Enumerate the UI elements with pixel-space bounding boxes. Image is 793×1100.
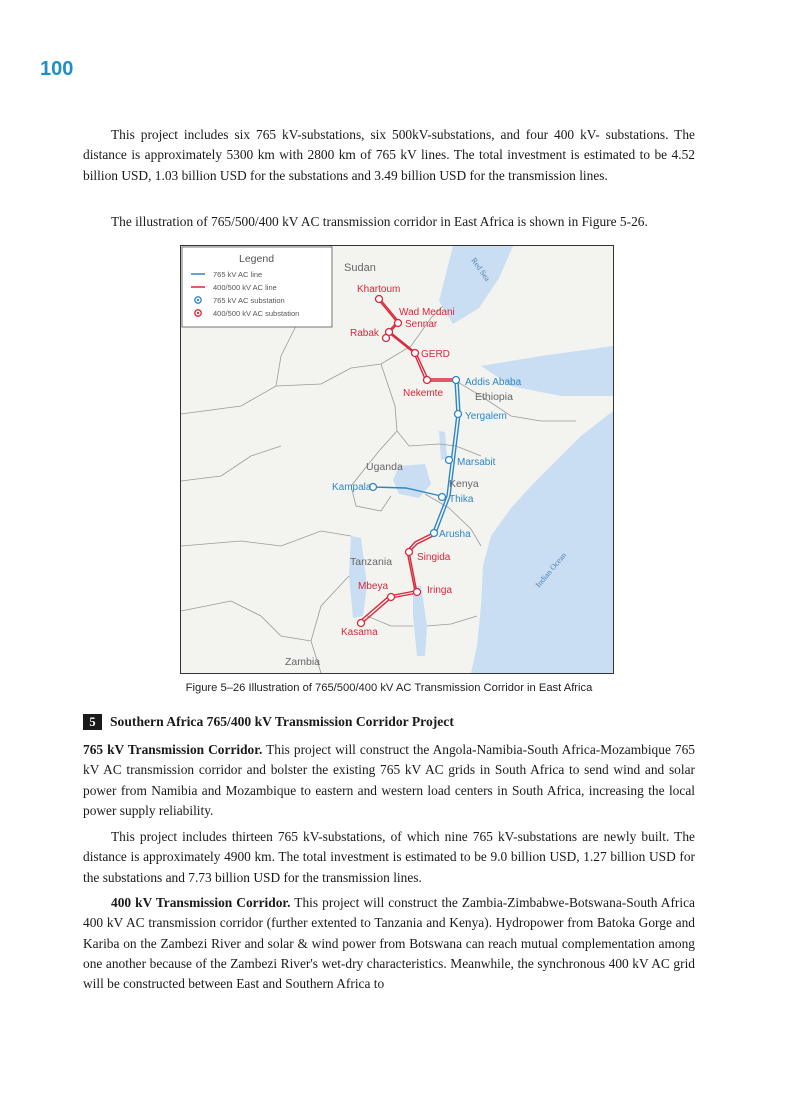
figure-caption: Figure 5–26 Illustration of 765/500/400 kV AC Transmission Corridor in East Africa [185, 682, 593, 694]
label-kenya: Kenya [449, 478, 479, 490]
paragraph-lead: 765 kV Transmission Corridor. [83, 742, 263, 757]
gulf-water [481, 346, 613, 396]
transmission-corridor-map [180, 245, 614, 674]
legend-item-400-500-substation: 400/500 kV AC substation [213, 309, 300, 318]
label-gerd: GERD [421, 349, 450, 360]
legend-item-400-500-line: 400/500 kV AC line [213, 283, 277, 292]
paragraph-765kv-corridor [83, 740, 695, 821]
paragraph-text: This project will construct the Zambia-Zimbabwe-Botswana-South Africa 400 kV AC transmission corridor (further extented to Tanzania and Kenya). Hydropower from Batoka Gorge and Kariba on the Zambezi River and solar & wind power from Botswana can reach mutual complementation among one another because of the Zambezi River's wet-dry characteristics. Meanwhile, the synchronous 400 kV AC grid will be constructed between East and Southern Africa to [83, 895, 695, 992]
paragraph-substations-south [83, 827, 695, 888]
legend-item-765-line: 765 kV AC line [213, 270, 263, 279]
label-kampala: Kampala [332, 482, 372, 493]
section-number: 5 [83, 714, 102, 730]
label-arusha: Arusha [439, 529, 471, 540]
label-ethiopia: Ethiopia [475, 391, 513, 403]
label-khartoum: Khartoum [357, 284, 401, 295]
label-tanzania: Tanzania [350, 556, 393, 568]
label-red-sea: Red Sea [469, 255, 492, 283]
legend-title: Legend [239, 253, 275, 265]
indian-ocean-water [471, 411, 613, 673]
label-wad-medani: Wad Medani [399, 307, 455, 318]
label-rabak: Rabak [350, 328, 379, 339]
paragraph-substations-east [83, 125, 695, 186]
label-sennar: Sennar [405, 319, 438, 330]
label-indian-ocean: Indian Ocean [533, 550, 569, 590]
legend [182, 247, 332, 327]
label-addis-ababa: Addis Ababa [465, 377, 522, 388]
legend-item-765-substation: 765 kV AC substation [213, 296, 285, 305]
lake-turkana [439, 431, 447, 460]
label-yergalem: Yergalem [465, 411, 507, 422]
paragraph-text: The illustration of 765/500/400 kV AC transmission corridor in East Africa is shown in Figure 5-26. [111, 214, 648, 229]
label-nekemte: Nekemte [403, 388, 444, 399]
section-title: Southern Africa 765/400 kV Transmission Corridor Project [110, 714, 454, 729]
lake-tanganyika [349, 536, 367, 618]
paragraph-text: This project includes six 765 kV-substations, six 500kV-substations, and four 400 kV- substations. The distance is approximately 5300 km with 2800 km of 765 kV lines. The total investment is estimated to be 4.52 billion USD, 1.03 billion USD for the substations and 3.49 billion USD for the transmission lines. [83, 127, 695, 183]
map-canvas [181, 246, 613, 673]
paragraph-text: This project includes thirteen 765 kV-substations, of which nine 765 kV-substations are newly built. The distance is approximately 4900 km. The total investment is estimated to be 9.0 billion USD, 1.27 billion USD for the substations and 7.73 billion USD for the transmission lines. [83, 829, 695, 885]
page-number: 100 [40, 58, 74, 80]
label-sudan: Sudan [344, 262, 376, 274]
label-iringa: Iringa [427, 585, 453, 596]
paragraph-400kv-corridor [83, 893, 695, 994]
label-singida: Singida [417, 552, 451, 563]
label-mbeya: Mbeya [358, 581, 389, 592]
paragraph-figure-reference [83, 212, 695, 232]
lake-malawi [413, 586, 427, 656]
paragraph-lead: 400 kV Transmission Corridor. [111, 895, 291, 910]
paragraph-text: This project will construct the Angola-Namibia-South Africa-Mozambique 765 kV AC transmission corridor and bolster the existing 765 kV AC grids in South Africa to send wind and solar power from Namibia and Mozambique to eastern and western load centers in South Africa, increasing the local power supply reliability. [83, 742, 695, 818]
label-zambia: Zambia [285, 656, 321, 668]
label-kasama: Kasama [341, 627, 378, 638]
label-marsabit: Marsabit [457, 457, 496, 468]
label-thika: Thika [449, 494, 474, 505]
label-uganda: Uganda [366, 461, 403, 473]
section-heading [83, 714, 454, 730]
